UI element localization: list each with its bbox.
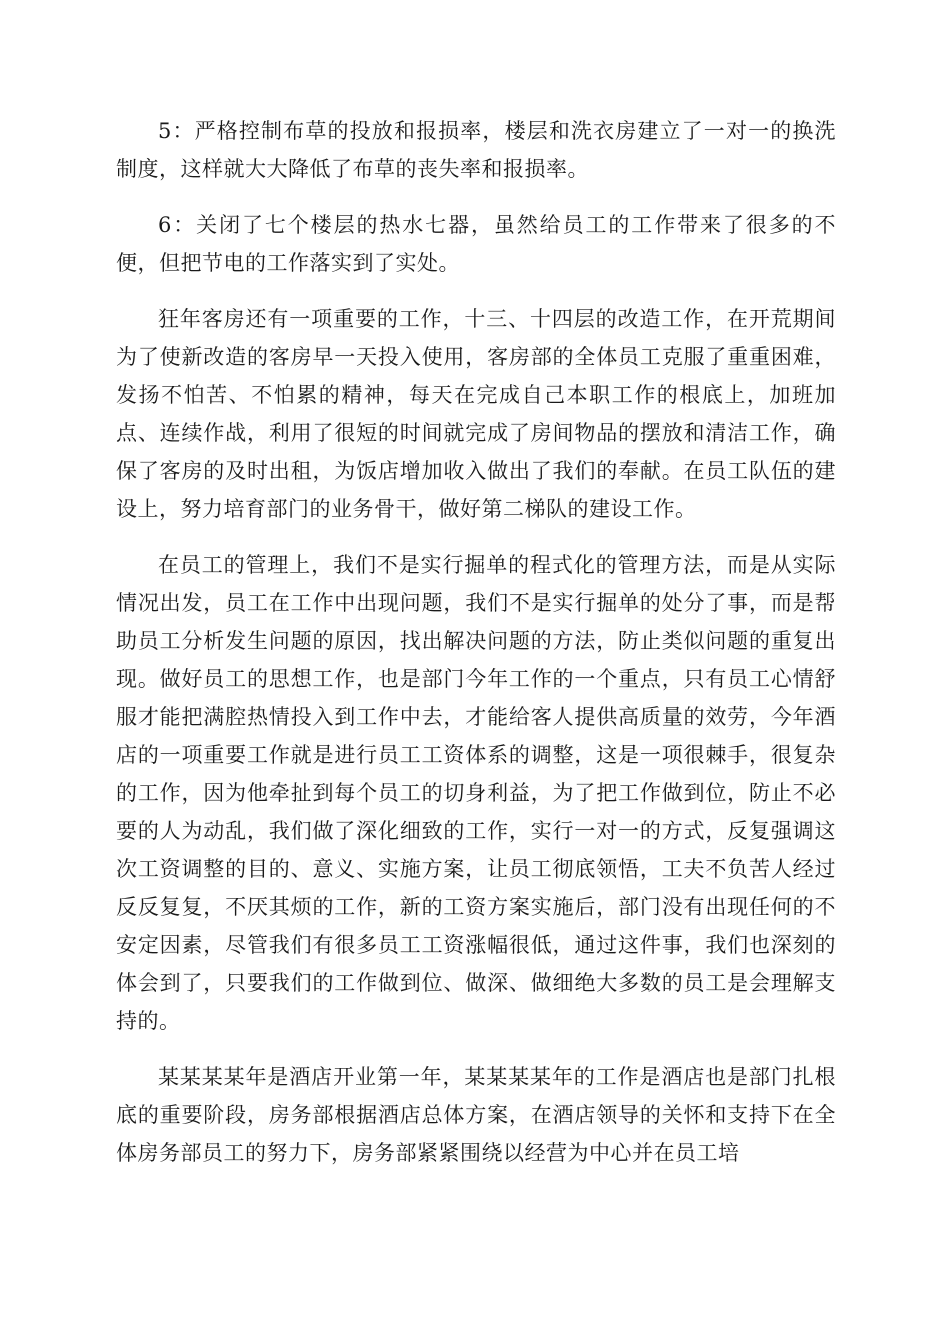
paragraph-linen-control: 5：严格控制布草的投放和报损率，楼层和洗衣房建立了一对一的换洗制度，这样就大大降低了布草的丧失率和报损率。 xyxy=(116,119,836,181)
paragraph-first-year: 某某某某年是酒店开业第一年，某某某某年的工作是酒店也是部门扎根底的重要阶段，房务部根据酒店总体方案，在酒店领导的关怀和支持下在全体房务部员工的努力下，房务部紧紧围绕以经营为中心并在员工培 xyxy=(116,1065,836,1165)
paragraph-floor-renovation: 狂年客房还有一项重要的工作，十三、十四层的改造工作，在开荒期间为了使新改造的客房早一天投入使用，客房部的全体员工克服了重重困难，发扬不怕苦、不怕累的精神，每天在完成自己本职工作的根底上，加班加点、连续作战，利用了很短的时间就完成了房间物品的摆放和清洁工作，确保了客房的及时出租，为饭店增加收入做出了我们的奉献。在员工队伍的建设上，努力培育部门的业务骨干，做好第二梯队的建设工作。 xyxy=(116,307,836,521)
document-body xyxy=(116,112,836,1190)
paragraph-staff-management: 在员工的管理上，我们不是实行掘单的程式化的管理方法，而是从实际情况出发，员工在工作中出现问题，我们不是实行掘单的处分了事，而是帮助员工分析发生问题的原因，找出解决问题的方法，防止类似问题的重复出现。做好员工的思想工作，也是部门今年工作的一个重点，只有员工心情舒服才能把满腔热情投入到工作中去，才能给客人提供高质量的效劳，今年酒店的一项重要工作就是进行员工工资体系的调整，这是一项很棘手，很复杂的工作，因为他牵扯到每个员工的切身利益，为了把工作做到位，防止不必要的人为动乱，我们做了深化细致的工作，实行一对一的方式，反复强调这次工资调整的目的、意义、实施方案，让员工彻底领悟，工夫不负苦人经过反反复复，不厌其烦的工作，新的工资方案实施后，部门没有出现任何的不安定因素，尽管我们有很多员工工资涨幅很低，通过这件事，我们也深刻的体会到了，只要我们的工作做到位、做深、做细绝大多数的员工是会理解支持的。 xyxy=(116,553,836,1033)
paragraph-water-heaters: 6：关闭了七个楼层的热水七器，虽然给员工的工作带来了很多的不便，但把节电的工作落实到了实处。 xyxy=(116,213,836,275)
